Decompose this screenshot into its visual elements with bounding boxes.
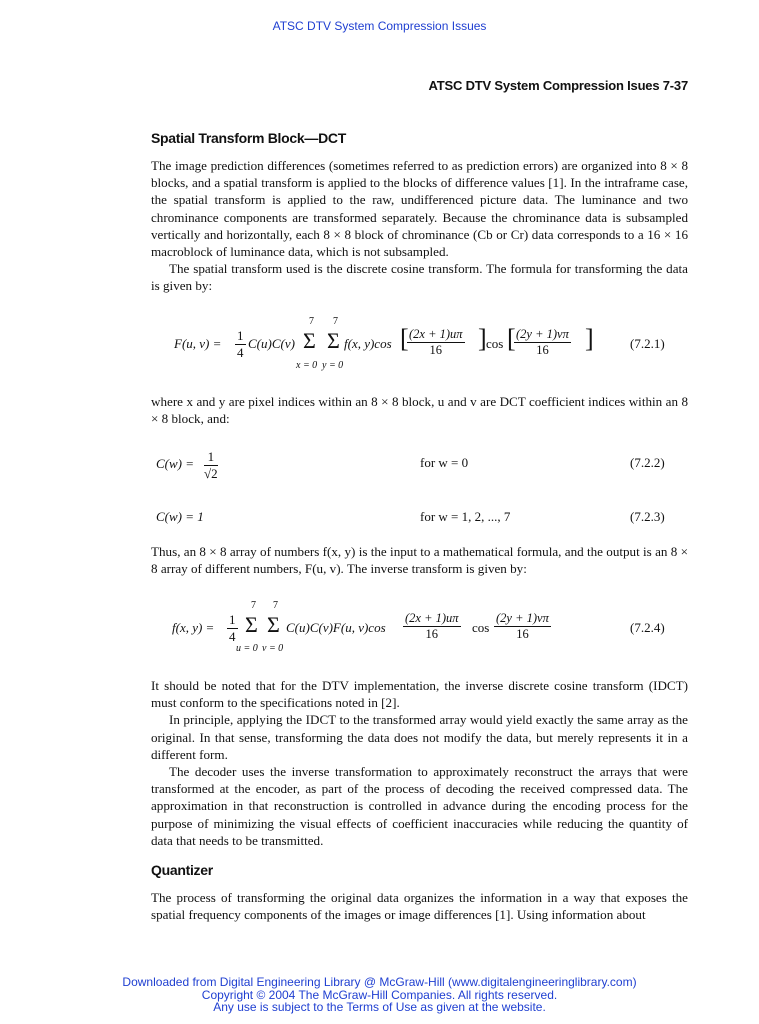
eq4-lhs: f(x, y) = <box>172 620 215 635</box>
eq4-sum-v: Σ <box>267 612 280 637</box>
eq1-cos2: cos <box>486 336 504 351</box>
footer-line-3[interactable]: Any use is subject to the Terms of Use as given at the website. <box>213 1000 546 1014</box>
eq1-sum-top-x: 7 <box>309 316 314 327</box>
eq1-lhs: F(u, v) = <box>174 336 222 351</box>
section-heading-quantizer: Quantizer <box>151 862 213 878</box>
equation-number-7-2-3: (7.2.3) <box>630 509 665 524</box>
eq1-sum-sub-y: y = 0 <box>322 360 344 371</box>
eq1-sum-top-y: 7 <box>333 316 338 327</box>
paragraph-5: It should be noted that for the DTV implementation, the inverse discrete cosine transform (IDCT) must conform to the specifications noted in [2]. <box>151 678 688 711</box>
paragraph-3: where x and y are pixel indices within an 8 × 8 block, u and v are DCT coefficient indices within an 8 × 8 block, and: <box>151 394 688 427</box>
equation-number-7-2-4: (7.2.4) <box>630 620 665 635</box>
equation-number-7-2-2: (7.2.2) <box>630 455 665 470</box>
eq1-frac2: $\frac{(2y + 1)v\pi}{16}$ <box>516 327 569 357</box>
equation-7-2-4 <box>172 598 592 658</box>
eq3-condition: for w = 1, 2, ..., 7 <box>420 509 511 524</box>
paragraph-quantizer: The process of transforming the original data organizes the information in a way that exposes the spatial frequency components of the images or image differences [1]. Using information about <box>151 890 688 923</box>
eq2-frac: $\frac{1}{√2}$ <box>204 449 218 481</box>
eq1-sum-x: Σ <box>303 328 316 353</box>
equation-7-2-2 <box>156 449 276 489</box>
eq4-frac2: $\frac{(2y + 1)v\pi}{16}$ <box>496 611 549 641</box>
equation-number-7-2-1: (7.2.1) <box>630 336 665 351</box>
eq1-coef: $\frac{1}{4}$ <box>237 328 244 360</box>
eq4-frac1: $\frac{(2x + 1)u\pi}{16}$ <box>405 611 459 641</box>
running-head: ATSC DTV System Compression Isues 7-37 <box>428 78 688 93</box>
eq4-sum-top-v: 7 <box>273 600 278 611</box>
paragraph-intro <box>151 157 688 295</box>
paragraph-1: The image prediction differences (sometimes referred to as prediction errors) are organized into 8 × 8 blocks, and a spatial transform is applied to the blocks of difference values [1]. In the intraframe case, the spatial transform is applied to the raw, undifferenced picture data. The luminance and two chrominance components are transformed separately. Because the chrominance data is subsampled vertically and horizontally, each 8 × 8 block of chrominance (Cb or Cr) data corresponds to a 16 × 16 macroblock of luminance data, which is not subsampled. <box>151 158 688 260</box>
section-heading-dct: Spatial Transform Block—DCT <box>151 130 346 146</box>
eq1-sum-sub-x: x = 0 <box>296 360 318 371</box>
paragraph-2: The spatial transform used is the discrete cosine transform. The formula for transforming the data is given by: <box>151 261 688 294</box>
eq1-coefficients: C(u)C(v) <box>248 336 295 351</box>
footer <box>0 976 759 1014</box>
eq4-cos2: cos <box>472 620 490 635</box>
eq4-sum-top-u: 7 <box>251 600 256 611</box>
eq2-condition: for w = 0 <box>420 455 469 470</box>
eq1-sum-y: Σ <box>327 328 340 353</box>
equation-7-2-3: C(w) = 1 <box>156 509 204 524</box>
eq4-sum-sub-u: u = 0 <box>236 643 258 654</box>
footer-line-1[interactable]: Downloaded from Digital Engineering Library @ McGraw-Hill (www.digitalengineeringlibrary.com) <box>122 975 637 989</box>
eq2-lhs: C(w) = <box>156 456 195 471</box>
eq4-body: C(u)C(v)F(u, v)cos <box>286 620 386 635</box>
footer-line-2: Copyright © 2004 The McGraw-Hill Companies. All rights reserved. <box>201 987 558 1002</box>
eq1-term: f(x, y)cos <box>344 336 392 351</box>
eq4-sum-u: Σ <box>245 612 258 637</box>
eq4-sum-sub-v: v = 0 <box>262 643 284 654</box>
paragraph-6: In principle, applying the IDCT to the transformed array would yield exactly the same array as the original. In that sense, transforming the data does not modify the data, but merely represents it in a different form. <box>151 712 688 762</box>
eq4-coef: $\frac{1}{4}$ <box>229 612 236 644</box>
equation-7-2-1: F(u, v) = $\frac{1}{4}$ C(u)C(v) 7 Σ x = 0 7 Σ y = 0 f(x, y)cos [ $\frac{(2x + 1)u\pi}{16}$ ] cos [ $\frac{(2y + 1)v\pi}{16}$ ] <box>174 316 594 371</box>
paragraph-7: The decoder uses the inverse transformation to approximately reconstruct the arrays that were transformed at the encoder, as part of the process of decoding the received compressed data. The approximation in that reconstruction is controlled in advance during the encoding process for the purpose of minimizing the visual effects of coefficient inaccuracies while reducing the quantity of data that needs to be transmitted. <box>151 764 688 848</box>
eq1-frac1: $\frac{(2x + 1)u\pi}{16}$ <box>409 327 463 357</box>
top-link[interactable]: ATSC DTV System Compression Issues <box>272 19 487 33</box>
paragraph-block-2 <box>151 677 688 849</box>
paragraph-4: Thus, an 8 × 8 array of numbers f(x, y) is the input to a mathematical formula, and the output is an 8 × 8 array of different numbers, F(u, v). The inverse transform is given by: <box>151 544 688 577</box>
